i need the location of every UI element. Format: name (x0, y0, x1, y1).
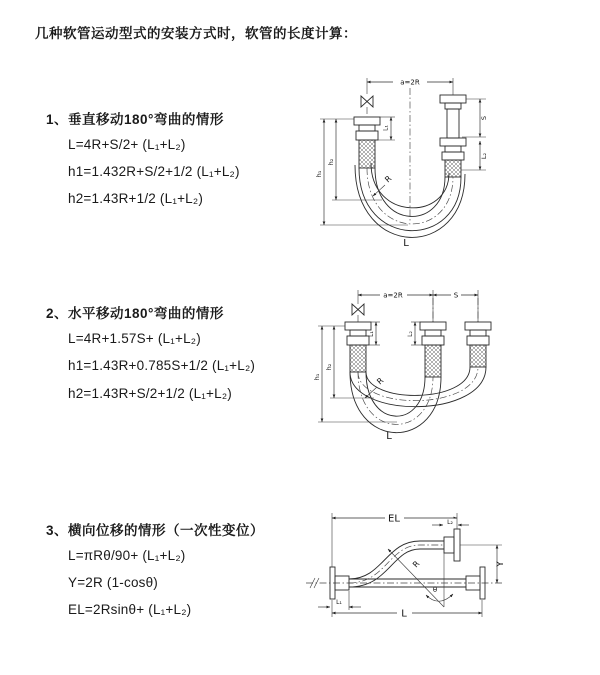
formula-3-el: EL=2Rsinθ+ (L₁+L₂) (68, 602, 192, 617)
dim-label-l2: L₂ (407, 331, 414, 337)
dim-label-s: S (480, 115, 488, 121)
dim-label-h1: h₁ (315, 170, 323, 178)
section-2-heading: 2、水平移动180°弯曲的情形 (46, 306, 224, 321)
dim-label-l2: L₂ (447, 519, 453, 526)
dimension-l1 (378, 117, 395, 140)
dim-label-s: S (453, 291, 459, 300)
dimension-h1 (315, 119, 408, 225)
dimension-l1 (368, 322, 380, 345)
dim-label-h1: h₁ (313, 373, 321, 381)
dimension-stroke-s (462, 99, 488, 137)
length-label: L (403, 238, 409, 249)
left-end-fitting (345, 322, 371, 372)
dimension-h1 (313, 326, 397, 422)
formula-1-h1: h1=1.432R+S/2+1/2 (L₁+L₂) (68, 164, 240, 179)
formula-2-h1: h1=1.43R+0.785S+1/2 (L₁+L₂) (68, 358, 256, 373)
formula-2-h2: h2=1.43R+S/2+1/2 (L₁+L₂) (68, 386, 232, 401)
dimension-l2 (432, 519, 469, 527)
hose-u-bend-position-1 (350, 372, 441, 433)
diagram-vertical-180-bend (310, 70, 590, 255)
dim-label-span: a=2R (383, 291, 403, 300)
formula-3-length: L=πRθ/90+ (L₁+L₂) (68, 548, 186, 563)
dimension-l (332, 600, 482, 620)
length-label: L (386, 431, 392, 442)
dim-label-l1: L₁ (368, 331, 375, 337)
formula-1-h2: h2=1.43R+1/2 (L₁+L₂) (68, 191, 204, 206)
valve-icon (352, 304, 364, 315)
page-title: 几种软管运动型式的安装方式时，软管的长度计算： (35, 26, 357, 41)
valve-icon (361, 96, 373, 117)
dimension-el (332, 512, 457, 567)
dim-label-y: Y (496, 561, 506, 567)
dim-label-el: EL (388, 513, 400, 525)
section-1-heading: 1、垂直移动180°弯曲的情形 (46, 112, 224, 127)
formula-3-y: Y=2R (1-cosθ) (68, 575, 159, 590)
radius-callout (373, 174, 394, 196)
dim-label-l: L (401, 608, 407, 620)
dimension-y (460, 545, 506, 583)
angle-label: θ (432, 586, 438, 594)
dim-label-span: a=2R (400, 78, 420, 87)
diagram-lateral-displacement (298, 503, 593, 628)
formula-2-length: L=4R+1.57S+ (L₁+L₂) (68, 331, 201, 346)
left-end-fitting (354, 117, 380, 168)
dim-label-h2: h₂ (327, 158, 335, 166)
dimension-h2 (325, 326, 374, 398)
dim-label-l2: L₂ (480, 152, 488, 160)
dimension-l2 (461, 141, 488, 170)
formula-1-length: L=4R+S/2+ (L₁+L₂) (68, 137, 186, 152)
dim-label-l1: L₁ (336, 599, 342, 606)
dimension-span (358, 290, 478, 322)
right-end-fitting (440, 95, 466, 177)
dimension-l1 (318, 591, 361, 610)
hose-u-bend-position-2 (350, 367, 486, 407)
dim-label-h2: h₂ (325, 363, 333, 371)
displaced-end-fitting (444, 529, 460, 561)
radius-label: R (410, 559, 422, 570)
hose-displaced-position (349, 541, 444, 587)
middle-end-fitting (420, 322, 446, 377)
radius-label: R (383, 173, 394, 185)
radius-label: R (375, 375, 386, 387)
right-end-fitting (465, 322, 491, 367)
section-3-heading: 3、横向位移的情形（一次性变位） (46, 523, 265, 538)
diagram-horizontal-180-bend (312, 282, 592, 452)
dim-label-l1: L₁ (382, 125, 390, 131)
